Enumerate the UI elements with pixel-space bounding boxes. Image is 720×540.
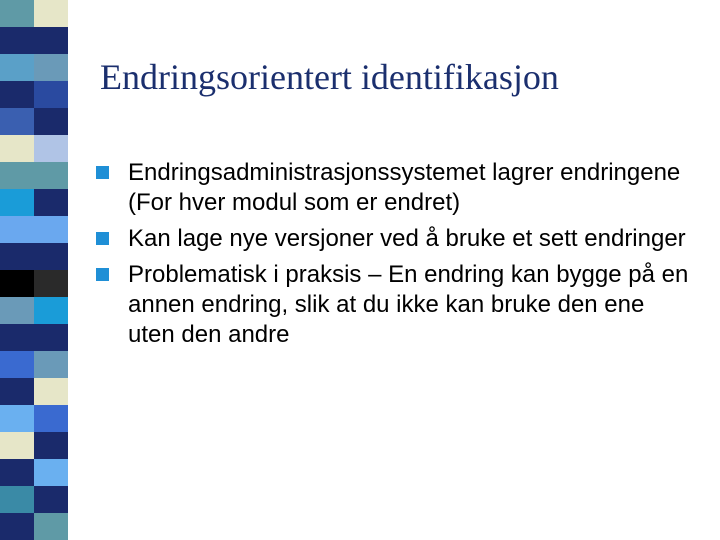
bullet-text: Kan lage nye versjoner ved å bruke et sett endringer: [128, 225, 686, 252]
stripe-block: [0, 108, 34, 135]
stripe-block: [34, 270, 68, 297]
slide-title: Endringsorientert identifikasjon: [100, 57, 559, 97]
stripe-block: [34, 324, 68, 351]
bullet-square-icon: [96, 268, 109, 281]
stripe-segment: [0, 297, 68, 324]
stripe-segment: [0, 81, 68, 108]
bullet-item: [96, 158, 696, 218]
stripe-block: [34, 216, 68, 243]
stripe-block: [34, 189, 68, 216]
stripe-segment: [0, 108, 68, 135]
stripe-block: [0, 81, 34, 108]
stripe-block: [34, 135, 68, 162]
stripe-block: [34, 81, 68, 108]
stripe-block: [34, 27, 68, 54]
bullet-item: [96, 260, 696, 350]
stripe-block: [0, 216, 34, 243]
stripe-block: [0, 432, 34, 459]
bullet-square-icon: [96, 232, 109, 245]
stripe-block: [0, 405, 34, 432]
stripe-segment: [0, 0, 68, 27]
stripe-segment: [0, 486, 68, 513]
stripe-block: [34, 243, 68, 270]
stripe-block: [0, 27, 34, 54]
stripe-block: [0, 162, 34, 189]
stripe-block: [0, 324, 34, 351]
stripe-segment: [0, 378, 68, 405]
stripe-segment: [0, 189, 68, 216]
stripe-block: [34, 459, 68, 486]
decorative-stripe: [0, 0, 68, 540]
stripe-segment: [0, 405, 68, 432]
stripe-segment: [0, 513, 68, 540]
bullet-item: [96, 224, 696, 254]
stripe-block: [34, 54, 68, 81]
bullet-list: [96, 158, 696, 356]
stripe-block: [34, 351, 68, 378]
stripe-block: [34, 486, 68, 513]
stripe-block: [0, 459, 34, 486]
stripe-block: [0, 189, 34, 216]
stripe-segment: [0, 324, 68, 351]
stripe-block: [0, 351, 34, 378]
stripe-block: [34, 513, 68, 540]
stripe-block: [34, 405, 68, 432]
stripe-block: [34, 378, 68, 405]
stripe-segment: [0, 54, 68, 81]
stripe-block: [34, 108, 68, 135]
stripe-block: [34, 0, 68, 27]
stripe-segment: [0, 459, 68, 486]
stripe-segment: [0, 162, 68, 189]
stripe-segment: [0, 27, 68, 54]
stripe-block: [0, 0, 34, 27]
stripe-segment: [0, 432, 68, 459]
stripe-segment: [0, 216, 68, 243]
stripe-block: [0, 135, 34, 162]
bullet-square-icon: [96, 166, 109, 179]
stripe-segment: [0, 243, 68, 270]
stripe-block: [0, 378, 34, 405]
bullet-text: Endringsadministrasjonssystemet lagrer endringene (For hver modul som er endret): [128, 159, 681, 216]
stripe-segment: [0, 270, 68, 297]
stripe-block: [34, 432, 68, 459]
stripe-segment: [0, 351, 68, 378]
stripe-block: [0, 54, 34, 81]
stripe-block: [0, 486, 34, 513]
stripe-block: [34, 162, 68, 189]
stripe-segment: [0, 135, 68, 162]
stripe-block: [0, 297, 34, 324]
stripe-block: [0, 270, 34, 297]
stripe-block: [0, 243, 34, 270]
stripe-block: [0, 513, 34, 540]
stripe-block: [34, 297, 68, 324]
bullet-text: Problematisk i praksis – En endring kan bygge på en annen endring, slik at du ikke kan bruke den ene uten den andre: [128, 261, 689, 348]
